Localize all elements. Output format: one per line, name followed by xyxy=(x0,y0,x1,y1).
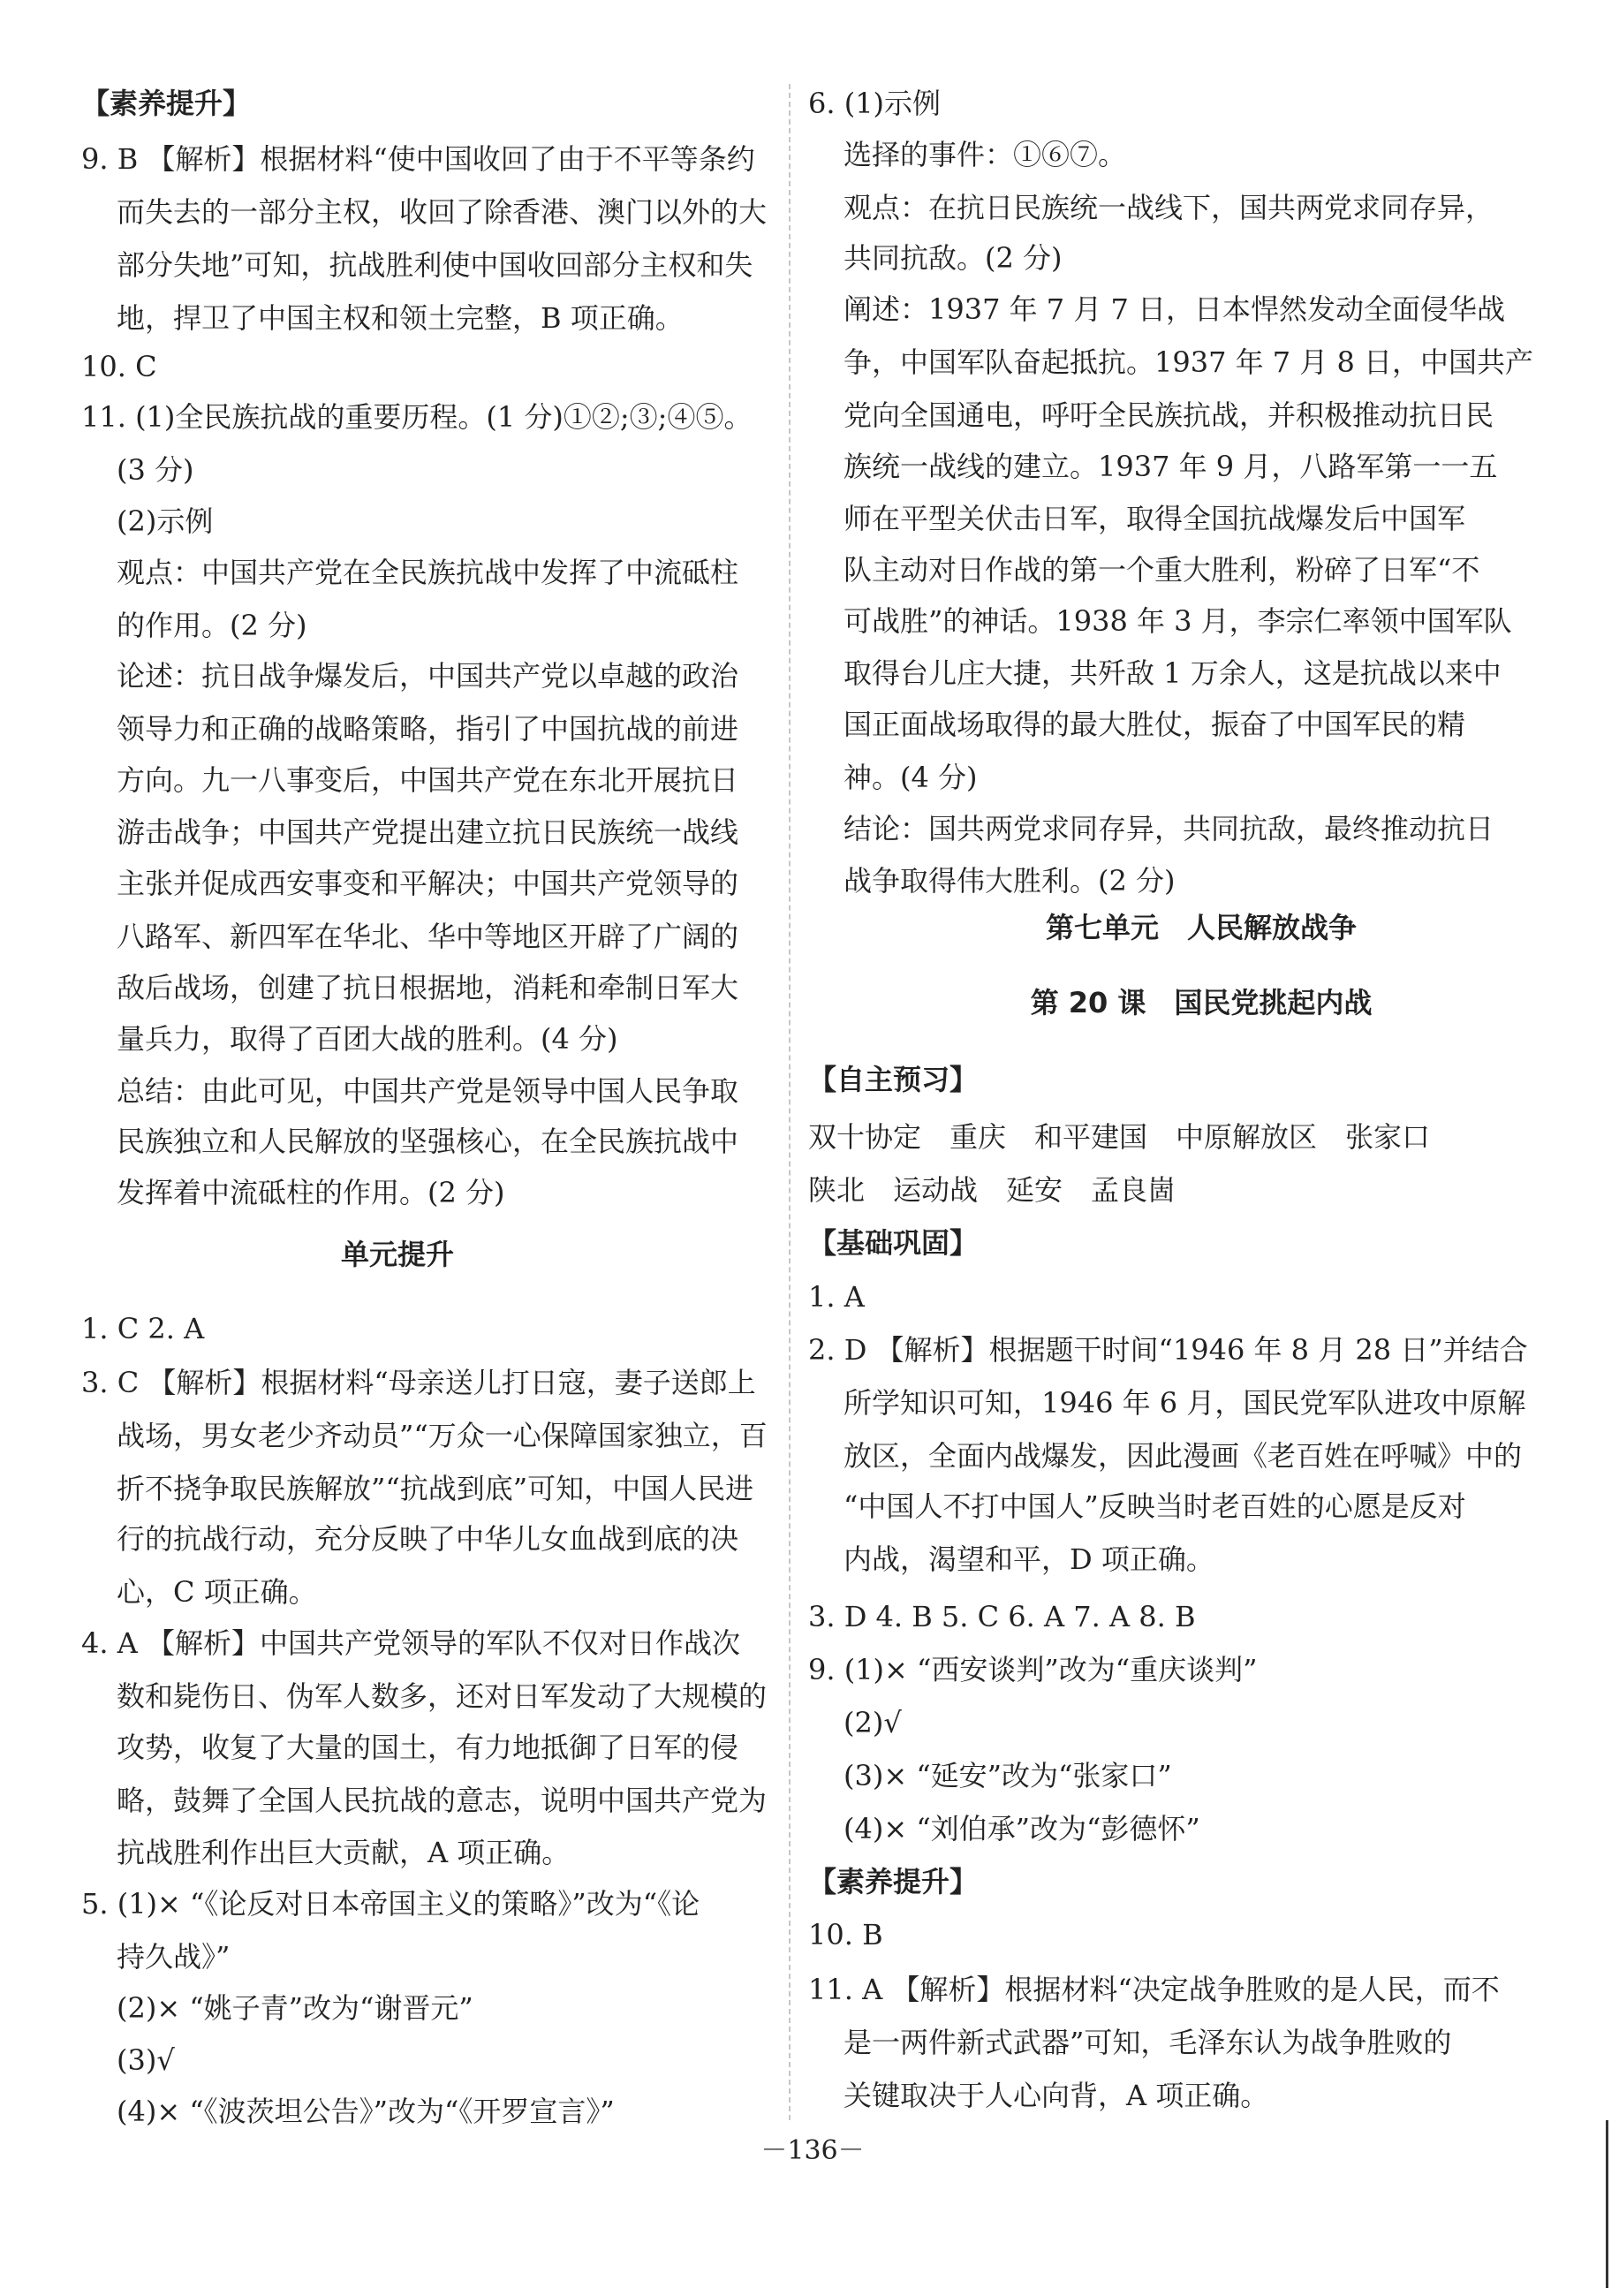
answer-line: 3. D 4. B 5. C 6. A 7. A 8. B xyxy=(808,1600,1196,1633)
column-divider xyxy=(789,84,791,2120)
answer-line: 战争取得伟大胜利。(2 分) xyxy=(844,864,1176,898)
answer-line: 双十协定 重庆 和平建国 中原解放区 张家口 xyxy=(808,1120,1431,1154)
section-heading: 【素养提升】 xyxy=(808,1865,979,1898)
answer-line: 行的抗战行动，充分反映了中华儿女血战到底的决 xyxy=(117,1522,739,1556)
answer-line: 折不挠争取民族解放”“抗战到底”可知，中国人民进 xyxy=(117,1472,754,1505)
lesson-heading: 第 20 课 国民党挑起内战 xyxy=(1030,986,1373,1019)
answer-line: 10. B xyxy=(808,1918,883,1951)
answer-line: 攻势，收复了大量的国土，有力地抵御了日军的侵 xyxy=(117,1731,739,1764)
answer-line: 2. D 【解析】根据题干时间“1946 年 8 月 28 日”并结合 xyxy=(808,1333,1528,1367)
answer-line: 是一两件新式武器”可知，毛泽东认为战争胜败的 xyxy=(844,2026,1452,2059)
answer-line: 战场，男女老少齐动员”“万众一心保障国家独立，百 xyxy=(117,1419,768,1452)
answer-line: (4)× “《波茨坦公告》”改为“《开罗宣言》” xyxy=(117,2095,615,2128)
answer-line: 心，C 项正确。 xyxy=(117,1575,317,1609)
answer-line: 量兵力，取得了百团大战的胜利。(4 分) xyxy=(117,1022,618,1056)
answer-line: (3)√ xyxy=(117,2043,175,2077)
answer-line: “中国人不打中国人”反映当时老百姓的心愿是反对 xyxy=(844,1489,1466,1523)
answer-line: 数和毙伤日、伪军人数多，还对日军发动了大规模的 xyxy=(117,1679,768,1713)
answer-line: 关键取决于人心向背，A 项正确。 xyxy=(844,2079,1269,2112)
answer-line: 论述：抗日战争爆发后，中国共产党以卓越的政治 xyxy=(117,659,739,693)
answer-line: 抗战胜利作出巨大贡献，A 项正确。 xyxy=(117,1836,571,1869)
answer-line: 民族独立和人民解放的坚强核心，在全民族抗战中 xyxy=(117,1125,739,1158)
answer-line: 阐述：1937 年 7 月 7 日，日本悍然发动全面侵华战 xyxy=(844,292,1506,326)
answer-line: 领导力和正确的战略策略，指引了中国抗战的前进 xyxy=(117,712,739,746)
answer-line: 1. A xyxy=(808,1280,865,1314)
answer-line: (2)示例 xyxy=(117,504,214,538)
answer-line: 11. A 【解析】根据材料“决定战争胜败的是人民，而不 xyxy=(808,1973,1500,2006)
answer-line: 放区，全面内战爆发，因此漫画《老百姓在呼喊》中的 xyxy=(844,1439,1523,1473)
answer-line: 6. (1)示例 xyxy=(808,87,942,120)
answer-line: 观点：中国共产党在全民族抗战中发挥了中流砥柱 xyxy=(117,556,739,589)
answer-line: 而失去的一部分主权，收回了除香港、澳门以外的大 xyxy=(117,195,768,229)
answer-line: 可战胜”的神话。1938 年 3 月，李宗仁率领中国军队 xyxy=(844,604,1512,638)
answer-line: 总结：由此可见，中国共产党是领导中国人民争取 xyxy=(117,1074,739,1108)
answer-line: (3)× “延安”改为“张家口” xyxy=(844,1759,1172,1792)
answer-line: (2)√ xyxy=(844,1706,902,1739)
answer-line: 11. (1)全民族抗战的重要历程。(1 分)①②;③;④⑤。 xyxy=(81,400,753,434)
answer-line: 共同抗敌。(2 分) xyxy=(844,241,1063,275)
answer-line: 发挥着中流砥柱的作用。(2 分) xyxy=(117,1176,505,1209)
answer-line: 族统一战线的建立。1937 年 9 月，八路军第一一五 xyxy=(844,450,1498,483)
answer-line: 敌后战场，创建了抗日根据地，消耗和牵制日军大 xyxy=(117,971,739,1004)
answer-line: 主张并促成西安事变和平解决；中国共产党领导的 xyxy=(117,867,739,900)
answer-line: (4)× “刘伯承”改为“彭德怀” xyxy=(844,1812,1200,1845)
answer-line: 党向全国通电，呼吁全民族抗战，并积极推动抗日民 xyxy=(844,398,1494,432)
answer-line: 部分失地”可知，抗战胜利使中国收回部分主权和失 xyxy=(117,248,753,282)
answer-line: 八路军、新四军在华北、华中等地区开辟了广阔的 xyxy=(117,920,739,953)
answer-line: 取得台儿庄大捷，共歼敌 1 万余人，这是抗战以来中 xyxy=(844,656,1502,690)
page-edge-line xyxy=(1606,2120,1608,2288)
answer-line: 内战，渴望和平，D 项正确。 xyxy=(844,1542,1214,1576)
answer-line: 观点：在抗日民族统一战线下，国共两党求同存异， xyxy=(844,191,1494,224)
answer-line: 地，捍卫了中国主权和领土完整，B 项正确。 xyxy=(117,301,684,335)
answer-line: 10. C xyxy=(81,350,157,383)
answer-line: 选择的事件：①⑥⑦。 xyxy=(844,138,1127,171)
answer-line: 结论：国共两党求同存异，共同抗敌，最终推动抗日 xyxy=(844,812,1494,845)
answer-line: 持久战》” xyxy=(117,1940,231,1974)
answer-line: 游击战争；中国共产党提出建立抗日民族统一战线 xyxy=(117,815,739,849)
answer-line: 神。(4 分) xyxy=(844,761,978,794)
answer-line: 5. (1)× “《论反对日本帝国主义的策略》”改为“《论 xyxy=(81,1887,700,1921)
answer-line: 9. B 【解析】根据材料“使中国收回了由于不平等条约 xyxy=(81,142,755,176)
answer-line: 师在平型关伏击日军，取得全国抗战爆发后中国军 xyxy=(844,502,1466,535)
answer-line: 国正面战场取得的最大胜仗，振奋了中国军民的精 xyxy=(844,708,1466,741)
answer-line: 略，鼓舞了全国人民抗战的意志，说明中国共产党为 xyxy=(117,1784,768,1817)
unit-heading: 第七单元 人民解放战争 xyxy=(1045,911,1357,944)
answer-line: 队主动对日作战的第一个重大胜利，粉碎了日军“不 xyxy=(844,553,1480,587)
answer-line: (3 分) xyxy=(117,453,194,487)
answer-line: (2)× “姚子青”改为“谢晋元” xyxy=(117,1991,473,2025)
section-heading: 【素养提升】 xyxy=(81,87,252,120)
answer-line: 争，中国军队奋起抵抗。1937 年 7 月 8 日，中国共产 xyxy=(844,345,1534,379)
answer-line: 所学知识可知，1946 年 6 月，国民党军队进攻中原解 xyxy=(844,1386,1526,1420)
answer-line: 3. C 【解析】根据材料“母亲送儿打日寇，妻子送郎上 xyxy=(81,1366,756,1399)
section-heading: 【基础巩固】 xyxy=(808,1226,979,1260)
answer-line: 的作用。(2 分) xyxy=(117,609,307,642)
answer-line: 1. C 2. A xyxy=(81,1312,205,1345)
unit-heading: 单元提升 xyxy=(340,1238,454,1271)
answer-line: 4. A 【解析】中国共产党领导的军队不仅对日作战次 xyxy=(81,1626,740,1660)
page-number: －136－ xyxy=(760,2135,865,2166)
answer-line: 9. (1)× “西安谈判”改为“重庆谈判” xyxy=(808,1653,1258,1686)
answer-line: 陕北 运动战 延安 孟良崮 xyxy=(808,1173,1176,1207)
answer-line: 方向。九一八事变后，中国共产党在东北开展抗日 xyxy=(117,763,739,797)
section-heading: 【自主预习】 xyxy=(808,1063,979,1096)
